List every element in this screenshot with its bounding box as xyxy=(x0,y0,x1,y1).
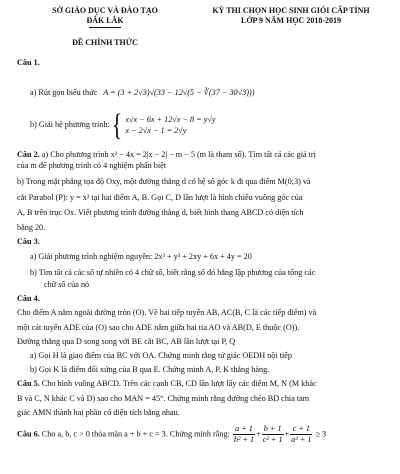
exam-title-block xyxy=(186,6,396,26)
equation-1: x√x − 6x + 12√x − 8 = y√y xyxy=(125,115,216,124)
equation-2: x − 2√x − 1 = 2√y xyxy=(125,126,187,136)
question-4a: a) Gọi H là giao điểm của BC với OA. Chứng minh rằng tứ giác OEDH nội tiếp xyxy=(30,351,292,360)
fraction-1 xyxy=(233,424,255,446)
question-2b-line-4: bằng 20. xyxy=(17,223,46,232)
question-1-title: Câu 1. xyxy=(17,58,40,67)
question-1b-text: b) Giải hệ phương trình: xyxy=(30,119,110,129)
question-2a-line-1 xyxy=(17,150,394,160)
inequality-tail: ≥ 3 xyxy=(315,429,327,439)
question-3a: a) Giải phương trình nghiệm nguyên: 2x³ + y³ + 2xy + 6x + 4y = 20 xyxy=(30,252,252,261)
fraction-1-denominator: b² + 1 xyxy=(233,435,255,445)
question-4-line-3: Đường thẳng qua D song song với BE cắt BC, AB lần lượt tại P, Q xyxy=(17,337,236,346)
question-3b-line-2: chữ số của nó xyxy=(44,280,90,289)
fraction-3-denominator: a² + 1 xyxy=(291,435,312,445)
question-2-title: Câu 2. xyxy=(17,150,40,159)
official-label: ĐỀ CHÍNH THỨC xyxy=(72,38,138,47)
question-1a-expression: A = (3 + 2√3)√(33 − 12√(5 − ∛(37 − 30√3))) xyxy=(103,88,255,97)
question-5-line-1 xyxy=(17,379,394,389)
exam-year: LỚP 9 NĂM HỌC 2018-2019 xyxy=(241,16,341,25)
question-4-line-1: Cho điểm A nằm ngoài đường tròn (O). Vẽ hai tiếp tuyến AB, AC(B, C là các tiếp điểm) và xyxy=(17,308,317,317)
question-3b-line-1: b) Tìm tất cả các số tự nhiên có 4 chữ số, biết rằng số đó bằng lập phương của tổng các xyxy=(30,268,316,277)
department-block xyxy=(30,6,180,48)
question-3-title: Câu 3. xyxy=(17,237,40,246)
question-5-line-3: giác AMN thành hai phần có diện tích bằng nhau. xyxy=(17,408,180,417)
question-2a-line-2: của m để phương trình có 4 nghiệm phân biệt xyxy=(17,161,167,170)
question-6-text: Cho a, b, c > 0 thỏa mãn a + b + c = 3. Chứng minh rằng: xyxy=(41,429,230,439)
question-2b-line-2: cắt Parabol (P): y = x² tại hai điểm A, B. Gọi C, D lần lượt là hình chiếu vuông góc của xyxy=(17,193,303,202)
fraction-2 xyxy=(262,424,284,446)
question-1a-text: a) Rút gọn biểu thức xyxy=(30,88,98,97)
fraction-2-numerator: b + 1 xyxy=(262,424,284,435)
question-4-line-2: một cát tuyến ADE của (O) sao cho ADE nằm giữa hai tia AO và AB(D, E thuộc (O)). xyxy=(17,323,300,332)
question-5-line-2: B và C, N khác C và D) sao cho MAN = 45°. Chứng minh rằng đường chéo BD chia tam xyxy=(17,394,310,403)
exam-header xyxy=(0,6,400,62)
equation-system xyxy=(125,114,215,136)
header-rule xyxy=(89,27,121,28)
question-4-title: Câu 4. xyxy=(17,294,40,303)
question-4b: b) Gọi K là điểm đối xứng của B qua E. Chứng minh A, P, K thẳng hàng. xyxy=(30,365,270,374)
question-5-title: Câu 5. xyxy=(17,379,40,388)
fraction-3 xyxy=(290,424,312,446)
question-5-text-1: Cho hình vuông ABCD. Trên các cạnh CB, CD lần lượt lấy các điểm M, N (M khác xyxy=(41,379,317,388)
plus-sign-1: + xyxy=(256,429,261,439)
exam-title: KỲ THI CHỌN HỌC SINH GIỎI CẤP TỈNH xyxy=(212,6,370,15)
question-1b xyxy=(30,106,394,142)
fraction-3-numerator: c + 1 xyxy=(290,424,312,435)
question-2b-line-1: b) Trong mặt phẳng tọa độ Oxy, một đường thẳng d có hệ số góc k đi qua điểm M(0;3) và xyxy=(17,177,311,186)
question-6 xyxy=(17,424,394,446)
plus-sign-2: + xyxy=(284,429,290,439)
system-brace: { xyxy=(111,106,123,142)
fraction-2-denominator: c² + 1 xyxy=(262,435,283,445)
province-name: ĐẮK LẮK xyxy=(86,16,124,25)
fraction-1-numerator: a + 1 xyxy=(233,424,255,435)
department-name: SỞ GIÁO DỤC VÀ ĐÀO TẠO xyxy=(52,6,158,15)
question-6-title: Câu 6. xyxy=(17,429,40,439)
question-1a xyxy=(30,88,394,98)
question-2a-text-1: a) Cho phương trình x² − 4x = 2|x − 2| − m − 5 (m là tham số). Tìm tất cả các giá trị xyxy=(41,150,316,159)
question-2b-line-3: A, B trên trục Ox. Viết phương trình đường thẳng d, biết hình thang ABCD có diện tích xyxy=(17,208,304,217)
